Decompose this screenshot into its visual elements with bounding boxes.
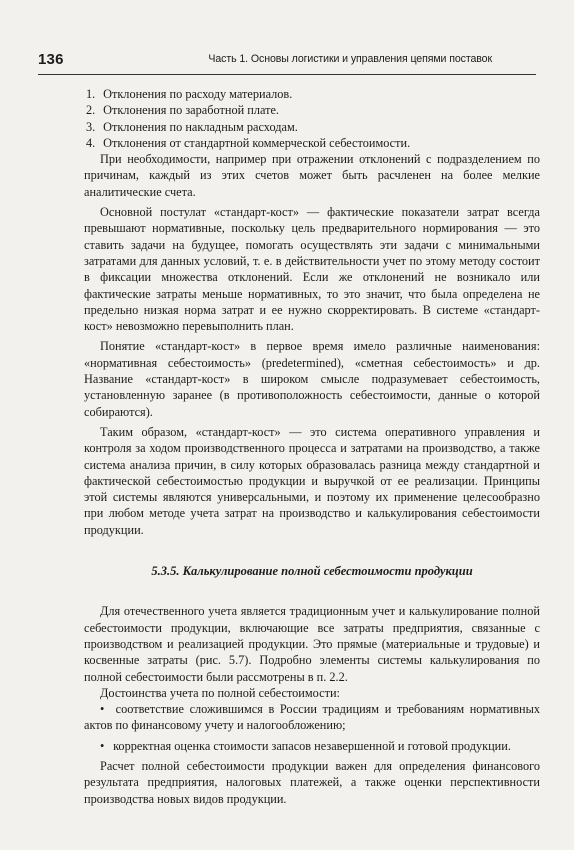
paragraph: Понятие «стандарт-кост» в первое время имело различные наименования: «нормативная себестоимость» (predetermined), «сметная себестоимость» и др. Название «стандарт-кост» в широком смысле подразумевает себестоимость, установленную заранее (в противоположность себестоимости, данные о которой собираются).	[84, 339, 540, 419]
list-item-number: 3.	[86, 119, 96, 134]
bullet-text: соответствие сложившимся в России традициям и требованиям нормативных актов по финансовому учету и налогообложению;	[84, 702, 540, 733]
paragraph: При необходимости, например при отражении отклонений с подразделением по причинам, каждый из этих счетов может быть расчленен на более мелкие аналитические счета.	[84, 152, 540, 199]
list-item-text: Отклонения по накладным расходам.	[103, 119, 298, 134]
page-header	[38, 50, 536, 75]
page-number: 136	[38, 51, 64, 68]
list-item-text: Отклонения по расходу материалов.	[103, 87, 293, 101]
paragraph: Для отечественного учета является традиционным учет и калькулирование полной себестоимости продукции, включающие все затраты предприятия, связанные с производством и реализацией продукции. Это прямые (материальные и трудовые) и косвенные затраты (рис. 5.7). Подробно элементы системы калькулирования по полной себестоимости были рассмотрены в п. 2.2.	[84, 604, 540, 684]
bullet-item	[84, 738, 540, 754]
section-heading: 5.3.5. Калькулирование полной себестоимости продукции	[151, 564, 473, 579]
advantages-list	[84, 701, 540, 754]
list-item	[84, 102, 540, 118]
list-item-number: 1.	[86, 87, 96, 101]
bullet-icon: •	[100, 738, 105, 753]
bullet-icon: •	[100, 702, 105, 717]
running-head: Часть 1. Основы логистики и управления цепями поставок	[208, 53, 492, 65]
paragraph: Основной постулат «стандарт-кост» — фактические показатели затрат всегда превышают нормативные, поскольку цель предварительного нормирования — это ставить задачи на будущее, помогать осуществлять эти задачи с минимальными затратами для данных условий, т. е. в действительности учет по этому методу состоит в фиксации множества отклонений. Если же отклонений не возникало или фактические затраты меньше нормативных, то это значит, что была определена не предельно низкая норма затрат и ее нужно скорректировать. В системе «стандарт-кост» невозможно перевыполнить план.	[84, 205, 540, 334]
list-item-number: 2.	[86, 103, 96, 118]
list-item	[84, 135, 540, 151]
deviation-list	[84, 86, 540, 151]
list-item-number: 4.	[86, 135, 96, 150]
paragraph: Таким образом, «стандарт-кост» — это система оперативного управления и контроля за ходом производственного процесса и затратами на производство, а также система анализа причин, в силу которых образовалась разница между стандартной и фактической себестоимостью продукции и выручкой от ее реализации. Принципы этой системы являются универсальными, и поэтому их применение целесообразно при любом методе учета затрат на производство и калькулирования себестоимости продукции.	[84, 424, 540, 537]
list-item	[84, 119, 540, 135]
list-item	[84, 86, 540, 102]
page-content	[84, 86, 540, 807]
bullet-item	[84, 701, 540, 734]
list-item-text: Отклонения от стандартной коммерческой себестоимости.	[103, 135, 411, 150]
paragraph: Достоинства учета по полной себестоимости:	[100, 685, 340, 700]
paragraph: Расчет полной себестоимости продукции важен для определения финансового результата предприятия, налоговых платежей, а также оценки перспективности производства новых видов продукции.	[84, 758, 540, 806]
list-item-text: Отклонения по заработной плате.	[103, 103, 280, 118]
bullet-text: корректная оценка стоимости запасов незавершенной и готовой продукции.	[113, 738, 511, 753]
